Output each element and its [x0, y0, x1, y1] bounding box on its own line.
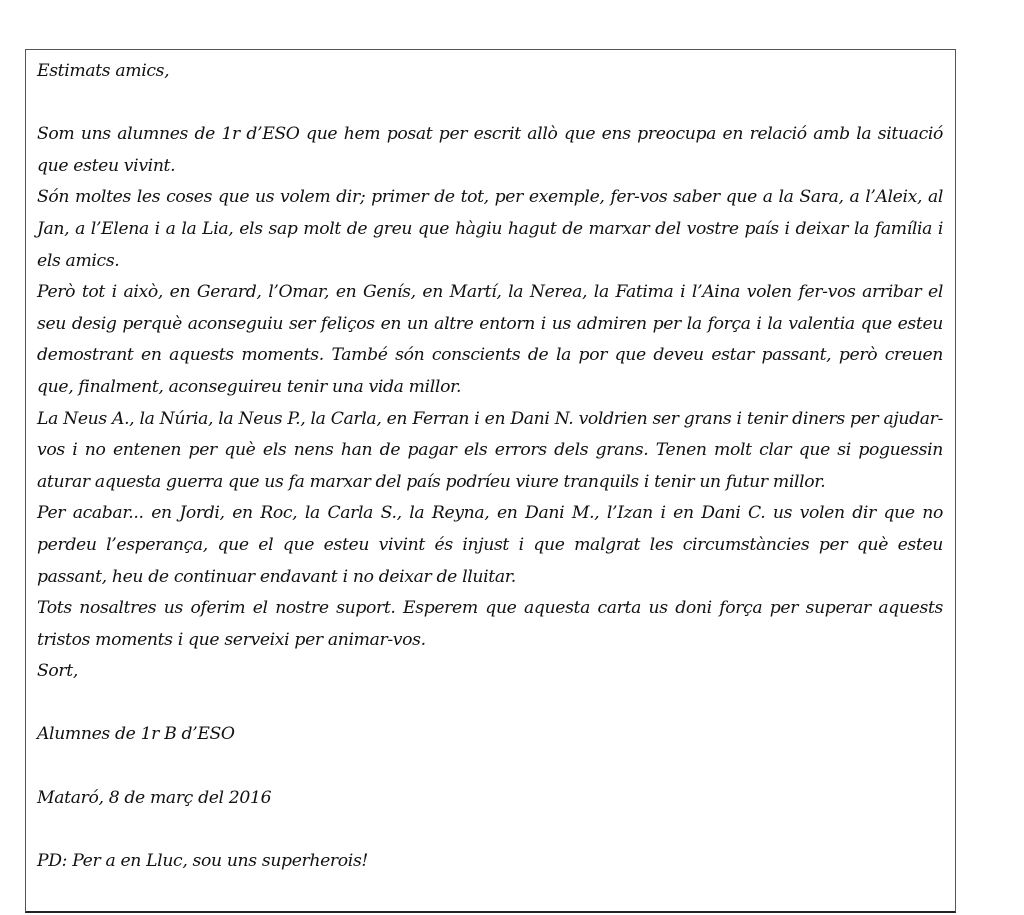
- letter-postscript: PD: Per a en Lluc, sou uns superherois!: [37, 850, 368, 871]
- letter-paragraph: Tots nosaltres us oferim el nostre suport. Esperem que aquesta carta us doni força per superar aquests tristos moments i que serveixi per animar-vos.: [37, 598, 943, 650]
- letter-signature: Alumnes de 1r B d’ESO: [37, 724, 235, 745]
- letter-paragraph: La Neus A., la Núria, la Neus P., la Carla, en Ferran i en Dani N. voldrien ser grans i tenir diners per ajudar-vos i no entenen per què els nens han de pagar els errors dels grans. Tenen molt clar que si poguessin aturar aquesta guerra que us fa marxar del país podríeu viure tranquils i tenir un futur millor.: [37, 408, 943, 492]
- letter-greeting: Estimats amics,: [37, 61, 170, 81]
- letter-paragraph: Som uns alumnes de 1r d’ESO que hem posat per escrit allò que ens preocupa en relació amb la situació que esteu vivint.: [37, 124, 943, 176]
- letter-paragraph: Però tot i això, en Gerard, l’Omar, en Genís, en Martí, la Nerea, la Fatima i l’Aina volen fer-vos arribar el seu desig perquè aconseguiu ser feliços en un altre entorn i us admiren per la força i la valentia que esteu demostrant en aquests moments. També són conscients de la por que deveu estar passant, però creuen que, finalment, aconseguireu tenir una vida millor.: [37, 282, 943, 397]
- blank-line: [37, 751, 943, 783]
- letter-closing: Sort,: [37, 661, 78, 682]
- letter-paragraph: Per acabar... en Jordi, en Roc, la Carla S., la Reyna, en Dani M., l’Izan i en Dani C. us volen dir que no perdeu l’esperança, que el que esteu vivint és injust i que malgrat les circumstàncies per què esteu passant, heu de continuar endavant i no deixar de lluitar.: [37, 503, 943, 587]
- letter-box: [25, 49, 956, 913]
- letter-body: [37, 56, 943, 877]
- blank-line: [37, 88, 943, 120]
- blank-line: [37, 688, 943, 720]
- letter-paragraph: Són moltes les coses que us volem dir; primer de tot, per exemple, fer-vos saber que a la Sara, a l’Aleix, al Jan, a l’Elena i a la Lia, els sap molt de greu que hàgiu hagut de marxar del vostre país i deixar la família i els amics.: [37, 187, 943, 271]
- blank-line: [37, 814, 943, 846]
- letter-place-date: Mataró, 8 de març del 2016: [37, 787, 272, 808]
